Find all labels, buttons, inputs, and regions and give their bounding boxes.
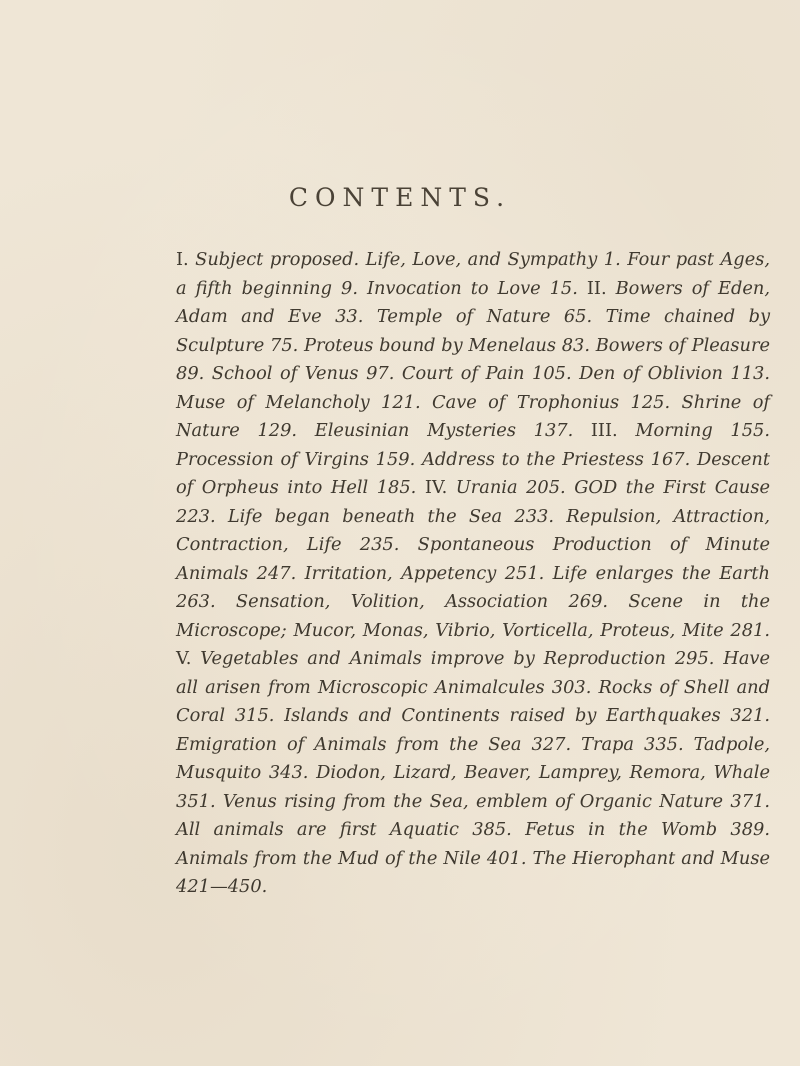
section-text: Urania 205. GOD the First Cause 223. Life began beneath the Sea 233. Repulsion, Attraction, Contraction, Life 235. Spontaneous Production of Minute Animals 247. Irritation, Appetency 251. Life enlarges the Earth 263. Sensation, Volition, Association 269. Scene in the Microscope; Mucor, Monas, Vibrio, Vorticella, Proteus, Mite 281. — [176, 477, 770, 641]
section-numeral: IV. — [424, 477, 456, 498]
section-numeral: II. — [586, 277, 616, 299]
section-numeral: V. — [176, 648, 201, 669]
section-numeral: I. — [176, 249, 196, 270]
section-text: Subject proposed. Life, Love, and Sympathy 1. Four past Ages, a fifth beginning 9. Invocation to Love 15. — [176, 249, 770, 299]
page-title: CONTENTS. — [288, 183, 512, 212]
section-text: Bowers of Eden, Adam and Eve 33. Temple of Nature 65. Time chained by Sculpture 75. Proteus bound by Menelaus 83. Bowers of Pleasure 89. School of Venus 97. Court of Pain 105. Den of Oblivion 113. Muse of Melancholy 121. Cave of Trophonius 125. Shrine of Nature 129. Eleusinian Mysteries 137. — [176, 277, 770, 441]
section-text: Vegetables and Animals improve by Reproduction 295. Have all arisen from Microscopic Animalcules 303. Rocks of Shell and Coral 315. Islands and Continents raised by Earthquakes 321. Emigration of Animals from the Sea 327. Trapa 335. Tadpole, Musquito 343. Diodon, Lizard, Beaver, Lamprey, Remora, Whale 351. Venus rising from the Sea, emblem of Organic Nature 371. All animals are first Aquatic 385. Fetus in the Womb 389. Animals from the Mud of the Nile 401. The Hierophant and Muse 421—450. — [176, 648, 770, 897]
contents-text — [176, 246, 770, 902]
section-numeral: III. — [590, 420, 636, 441]
section-text: Morning 155. Procession of Virgins 159. Address to the Priestess 167. Descent of Orpheus into Hell 185. — [176, 420, 770, 498]
